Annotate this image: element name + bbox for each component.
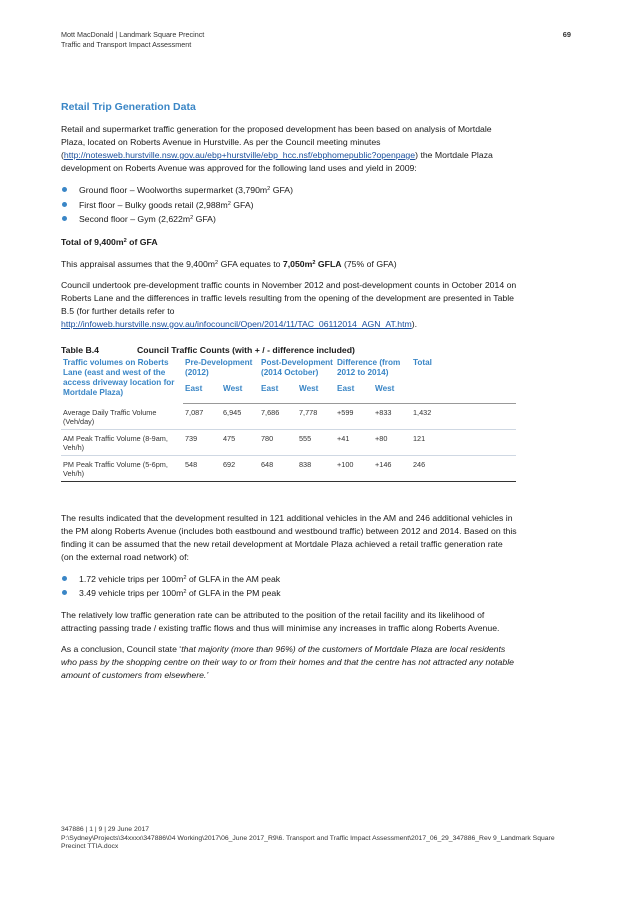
list-item-text: of GLFA in the PM peak <box>186 588 281 598</box>
row-label: AM Peak Traffic Volume (8-9am, Veh/h) <box>61 429 183 455</box>
council-text: Council undertook pre-development traffic counts in November 2012 and post-development counts in October 2014 on Roberts Lane and the differences in traffic levels resulting from the opening of the development are presented in Table B.5 (for further details refer to <box>61 279 517 316</box>
table-cell: 780 <box>259 429 297 455</box>
bullet-icon <box>62 202 67 207</box>
list-item-text: GFA) <box>193 214 216 224</box>
table-cell: +80 <box>373 429 411 455</box>
footer-file-path: P:\Sydney\Projects\34xxxx\347886\04 Working\2017\06_June 2017_R9\6. Transport and Traffic Impact Assessment\2017_06_29_347886_Rev 9_Landmark Square Precinct TTIA.docx <box>61 834 555 851</box>
subheader-west: West <box>221 381 259 403</box>
conclusion-paragraph <box>61 643 517 682</box>
list-item-text: GFA) <box>230 199 254 210</box>
header-difference: Difference (from 2012 to 2014) <box>337 357 401 377</box>
appraisal-text: This appraisal assumes that the 9,400m <box>61 258 216 269</box>
table-number: Table B.4 <box>61 344 99 355</box>
table-title: Council Traffic Counts (with + / - difference included) <box>137 344 355 355</box>
table-cell: +599 <box>335 404 373 430</box>
subheader-west: West <box>297 381 335 403</box>
table-cell: 7,087 <box>183 404 221 430</box>
appraisal-paragraph <box>61 257 517 271</box>
intro-paren-open: ( <box>61 150 64 160</box>
page-number: 69 <box>562 30 571 39</box>
bullet-icon <box>62 187 67 192</box>
running-header <box>61 30 204 49</box>
low-rate-paragraph: The relatively low traffic generation rate can be attributed to the position of the retail facility and its likelihood of attracting passing trade / existing traffic flows and thus will minimise any increases in traffic along Roberts Avenue. <box>61 609 500 633</box>
table-cell: 548 <box>183 455 221 481</box>
superscript: 2 <box>267 186 271 192</box>
council-agenda-link[interactable]: http://infoweb.hurstville.nsw.gov.au/infocouncil/Open/2014/11/TAC_06112014_AGN_AT.htm <box>61 318 412 329</box>
header-line-1: Mott MacDonald | Landmark Square Precinct <box>61 30 205 39</box>
table-cell: 1,432 <box>411 404 516 430</box>
superscript: 2 <box>183 589 187 595</box>
table-cell: 7,686 <box>259 404 297 430</box>
council-paragraph <box>61 279 517 331</box>
table-cell: 7,778 <box>297 404 335 430</box>
list-item-text: 3.49 vehicle trips per 100m <box>79 588 184 598</box>
list-item <box>61 586 517 601</box>
superscript: 2 <box>123 237 127 244</box>
list-item-text: of GLFA in the AM peak <box>186 573 281 584</box>
list-item-text: 1.72 vehicle trips per 100m <box>79 573 184 584</box>
header-total: Total <box>413 357 432 367</box>
header-description: Traffic volumes on Roberts Lane (east and west of the access driveway location for Mortdale Plaza) <box>63 357 175 397</box>
table-cell: +146 <box>373 455 411 481</box>
subheader-total-blank <box>411 381 516 403</box>
section-title: Retail Trip Generation Data <box>61 101 196 113</box>
table-cell: +100 <box>335 455 373 481</box>
header-post-development: Post-Development (2014 October) <box>261 357 333 377</box>
table-cell: 648 <box>259 455 297 481</box>
bullet-icon <box>62 576 67 581</box>
superscript: 2 <box>227 200 231 207</box>
main-content <box>61 101 517 690</box>
table-cell: 6,945 <box>221 404 259 430</box>
list-item-text: First floor – Bulky goods retail (2,988m <box>79 199 228 210</box>
intro-text-1: Retail and supermarket traffic generation for the proposed development has been based on analysis of Mortdale Plaza, located on Roberts Avenue in Hurstville. As per the Council meeting minutes <box>61 124 492 147</box>
table-row <box>61 455 516 481</box>
council-minutes-link[interactable]: http://notesweb.hurstville.nsw.gov.au/ebp+hurstville/ebp_hcc.nsf/ebphomepublic?openpage <box>63 150 416 160</box>
list-item-text: GFA) <box>270 185 293 195</box>
row-label: PM Peak Traffic Volume (5-6pm, Veh/h) <box>61 455 183 481</box>
table-row <box>61 429 516 455</box>
table-cell: +833 <box>373 404 411 430</box>
table-row <box>61 404 516 430</box>
appraisal-text: GFA equates to <box>218 258 283 269</box>
table-header-row <box>61 357 516 382</box>
intro-paren-close: ) <box>415 150 419 160</box>
appraisal-text: (75% of GFA) <box>341 258 397 269</box>
council-text-end: ). <box>411 318 418 329</box>
page-footer <box>61 826 561 852</box>
subheader-east: East <box>335 381 373 403</box>
list-item-text: Second floor – Gym (2,622m <box>79 214 191 224</box>
header-pre-development: Pre-Development (2012) <box>185 357 253 377</box>
total-gfa <box>61 235 517 249</box>
total-text: Total of 9,400m <box>61 236 124 247</box>
list-item <box>61 198 517 213</box>
subheader-east: East <box>259 381 297 403</box>
conclusion-text: As a conclusion, Council state ‘ <box>61 643 182 654</box>
rates-list <box>61 572 517 601</box>
subheader-west: West <box>373 381 411 403</box>
table-cell: 121 <box>411 429 516 455</box>
superscript: 2 <box>312 259 316 266</box>
gfla-label: GFLA <box>315 258 342 269</box>
header-line-2: Traffic and Transport Impact Assessment <box>61 39 192 49</box>
table-cell: +41 <box>335 429 373 455</box>
superscript: 2 <box>183 574 187 581</box>
superscript: 2 <box>190 215 194 221</box>
gfla-value: 7,050m <box>282 258 313 269</box>
table-cell: 739 <box>183 429 221 455</box>
land-use-list <box>61 183 517 227</box>
table-cell: 838 <box>297 455 335 481</box>
table-cell: 246 <box>411 455 516 481</box>
intro-text-2: the Mortdale Plaza development on Roberts Avenue was approved for the following land uses and yield in 2009: <box>61 150 493 173</box>
table-cell: 475 <box>221 429 259 455</box>
list-item <box>61 183 517 198</box>
bullet-icon <box>62 216 67 221</box>
table-cell: 692 <box>221 455 259 481</box>
results-paragraph: The results indicated that the development resulted in 121 additional vehicles in the AM and 246 additional vehicles in the PM along Roberts Avenue (includes both eastbound and westbound traffic) between 2012 and 2014. Based on this finding it can be assumed that the new retail development at Mortdale Plaza achieved a retail traffic generation rate (on the external road network) of: <box>61 512 517 562</box>
table-caption <box>61 345 517 355</box>
bullet-icon <box>62 590 67 595</box>
council-quote: that majority (more than 96%) of the customers of Mortdale Plaza are local residents who pass by the shopping centre on their way to or from their homes and that the centre has not attracted any notable amount of customers from elsewhere.’ <box>61 643 514 680</box>
list-item <box>61 572 517 587</box>
traffic-counts-table <box>61 357 516 482</box>
superscript: 2 <box>215 259 219 266</box>
row-label: Average Daily Traffic Volume (Veh/day) <box>61 404 183 430</box>
total-text: of GFA <box>126 236 158 247</box>
table-cell: 555 <box>297 429 335 455</box>
list-item <box>61 212 517 227</box>
intro-paragraph <box>61 123 517 175</box>
subheader-east: East <box>183 381 221 403</box>
footer-line-1: 347886 | 1 | 9 | 29 June 2017 <box>61 826 150 833</box>
list-item-text: Ground floor – Woolworths supermarket (3,790m <box>79 185 268 195</box>
